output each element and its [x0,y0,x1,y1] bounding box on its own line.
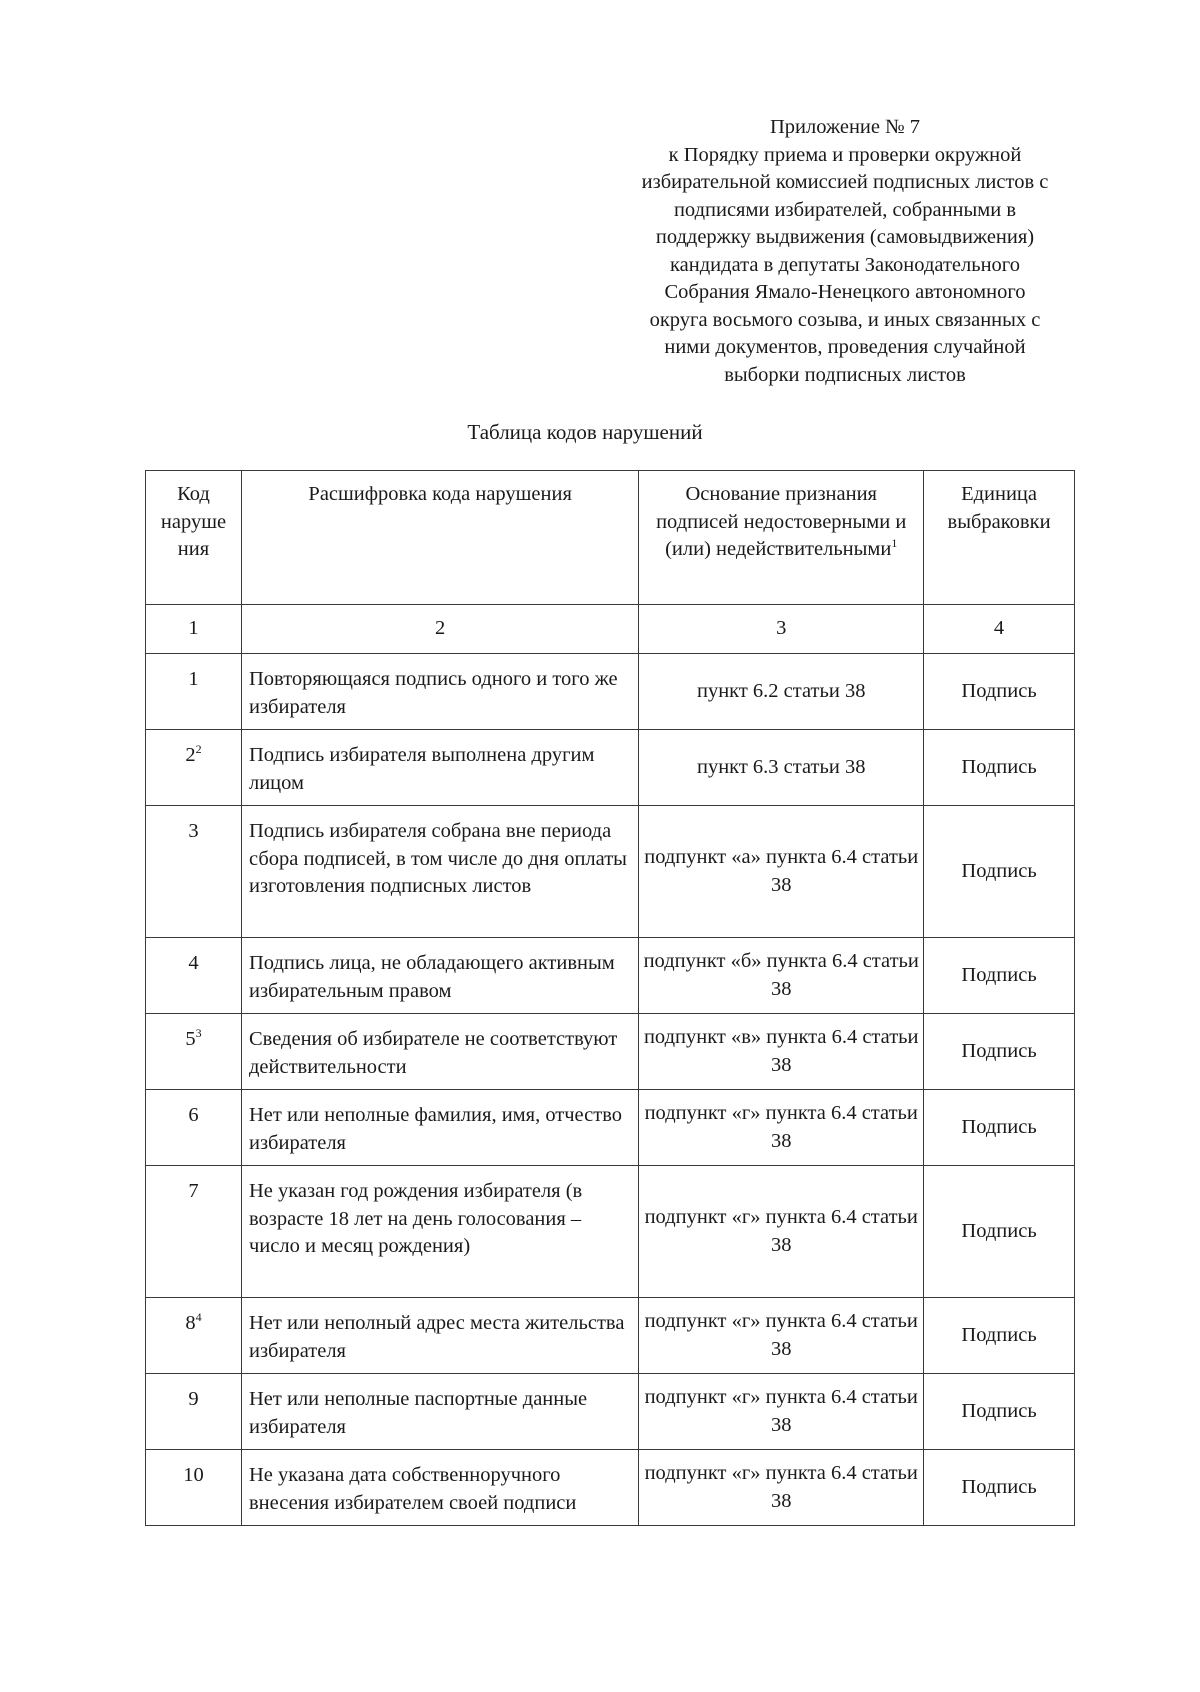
rejection-unit: Подпись [924,806,1075,938]
violation-description: Не указана дата собственноручного внесения избирателем своей подписи [241,1450,638,1526]
footnote-marker: 2 [195,742,202,757]
violation-basis: подпункт «г» пункта 6.4 статьи 38 [639,1298,924,1374]
violation-code [146,1298,242,1374]
violation-code-value: 5 [185,1028,196,1050]
violation-code-value: 2 [185,744,196,766]
violation-description: Подпись лица, не обладающего активным избирательным правом [241,938,638,1014]
violation-basis: пункт 6.3 статьи 38 [639,730,924,806]
violation-description: Повторяющаяся подпись одного и того же избирателя [241,654,638,730]
violation-description: Нет или неполные фамилия, имя, отчество избирателя [241,1090,638,1166]
table-title: Таблица кодов нарушений [467,420,703,444]
rejection-unit: Подпись [924,654,1075,730]
violation-basis: подпункт «г» пункта 6.4 статьи 38 [639,1090,924,1166]
table-row [146,1450,1075,1526]
violation-code-value: 10 [183,1464,204,1486]
rejection-unit: Подпись [924,938,1075,1014]
header-description-label: Расшифровка кода нарушения [308,483,572,505]
violation-code [146,1374,242,1450]
table-row [146,806,1075,938]
table-row [146,1090,1075,1166]
violation-basis: подпункт «г» пункта 6.4 статьи 38 [639,1450,924,1526]
violation-code-value: 7 [188,1180,199,1202]
table-row [146,730,1075,806]
appendix-line: подписями избирателей, собранными в [673,198,1017,221]
violation-basis: подпункт «а» пункта 6.4 статьи 38 [639,806,924,938]
footnote-marker: 3 [195,1026,202,1041]
column-number: 2 [241,605,638,654]
header-basis [639,471,924,605]
violation-basis: подпункт «б» пункта 6.4 статьи 38 [639,938,924,1014]
violation-basis: подпункт «г» пункта 6.4 статьи 38 [639,1374,924,1450]
header-description [241,471,638,605]
violation-basis: пункт 6.2 статьи 38 [639,654,924,730]
appendix-line: к Порядку приема и проверки окружной [668,143,1022,166]
violation-code [146,730,242,806]
rejection-unit: Подпись [924,1374,1075,1450]
appendix-line: Собрания Ямало-Ненецкого автономного [664,281,1026,303]
table-row [146,1166,1075,1298]
violation-code [146,938,242,1014]
table-row [146,654,1075,730]
violation-description: Подпись избирателя собрана вне периода сбора подписей, в том числе до дня оплаты изготовления подписных листов [241,806,638,938]
header-unit-label: Единица выбраковки [947,483,1051,533]
violation-code [146,806,242,938]
header-code-label: Код наруше ния [160,483,227,560]
violation-description: Нет или неполный адрес места жительства избирателя [241,1298,638,1374]
violation-code-value: 1 [188,668,199,690]
appendix-line: округа восьмого созыва, и иных связанных с [649,308,1041,331]
footnote-marker: 4 [195,1310,202,1325]
column-number: 1 [146,605,242,654]
appendix-header [600,114,1090,389]
violation-basis: подпункт «в» пункта 6.4 статьи 38 [639,1014,924,1090]
header-basis-label: Основание признания подписей недостоверными и (или) недействительными [656,483,907,560]
rejection-unit: Подпись [924,730,1075,806]
appendix-line: избирательной комиссией подписных листов с [641,171,1049,193]
appendix-line: кандидата в депутаты Законодательного [670,253,1020,276]
table-row [146,938,1075,1014]
rejection-unit: Подпись [924,1166,1075,1298]
violation-code [146,1450,242,1526]
header-code [146,471,242,605]
violation-basis: подпункт «г» пункта 6.4 статьи 38 [639,1166,924,1298]
violation-description: Не указан год рождения избирателя (в возрасте 18 лет на день голосования – число и месяц рождения) [241,1166,638,1298]
violation-code-value: 6 [188,1104,199,1126]
rejection-unit: Подпись [924,1090,1075,1166]
footnote-marker: 1 [891,536,898,551]
appendix-line: Приложение № 7 [769,116,921,138]
violation-description: Сведения об избирателе не соответствуют действительности [241,1014,638,1090]
header-unit [924,471,1075,605]
violation-description: Нет или неполные паспортные данные избирателя [241,1374,638,1450]
violation-code-value: 4 [188,952,199,974]
table-row [146,1298,1075,1374]
rejection-unit: Подпись [924,1014,1075,1090]
table-row [146,1014,1075,1090]
appendix-line: ними документов, проведения случайной [664,336,1026,358]
rejection-unit: Подпись [924,1298,1075,1374]
violation-code [146,654,242,730]
violation-code [146,1014,242,1090]
column-number: 4 [924,605,1075,654]
table-header-row [146,471,1075,605]
rejection-unit: Подпись [924,1450,1075,1526]
violation-code-value: 9 [188,1388,199,1410]
table-row [146,1374,1075,1450]
appendix-line: выборки подписных листов [724,363,966,386]
column-number-row [146,605,1075,654]
violation-code [146,1166,242,1298]
violation-code-value: 8 [185,1312,196,1334]
violation-code-value: 3 [188,820,199,842]
violation-code [146,1090,242,1166]
column-number: 3 [639,605,924,654]
violation-codes-table [145,470,1075,1526]
violation-description: Подпись избирателя выполнена другим лицом [241,730,638,806]
appendix-line: поддержку выдвижения (самовыдвижения) [655,226,1035,248]
